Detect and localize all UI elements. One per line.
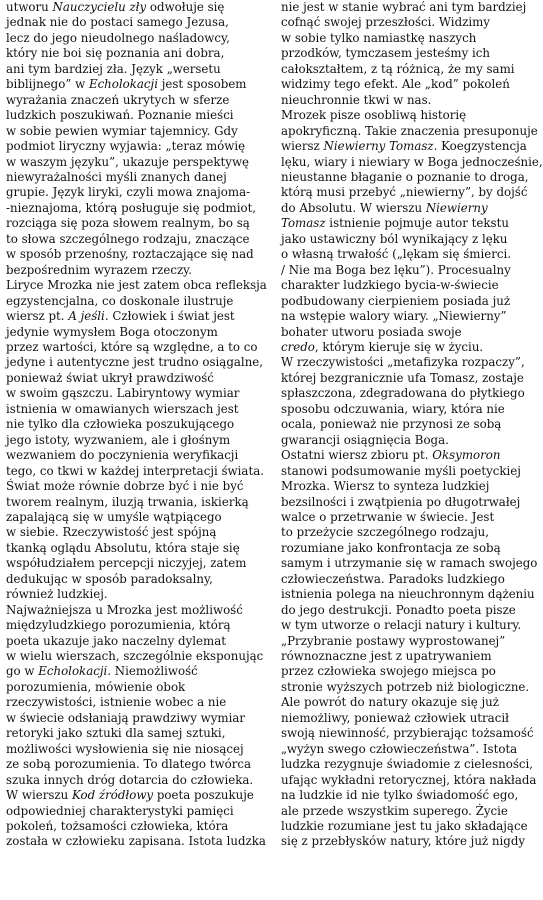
text-line: / Nie ma Boga bez lęku”). Procesualny [281,262,511,277]
text-line: W wierszu Kod źródłowy poeta poszukuje [6,788,254,803]
text-line: charakter ludzkiego bycia-w-świecie [281,278,499,293]
text-line: utworu Nauczycielu zły odwołuje się [6,0,225,14]
text-line: retoryki jako sztuki dla samej sztuki, [6,726,226,741]
text-line: stanowi podsumowanie myśli poetyckiej [281,463,521,478]
text-line: apokryficzną. Takie znaczenia presuponuje [281,123,538,138]
text-line: grupie. Język liryki, czyli mowa znajoma- [6,185,251,200]
text-line: w świecie odsłaniają prawdziwy wymiar [6,710,246,725]
text-line: odpowiedniej charakterystyki pamięci [6,803,234,818]
paragraph [6,603,268,788]
text-line: została w człowieku zapisana. Istota ludzka [6,834,266,849]
text-line: Najważniejsza u Mrozka jest możliwość [6,602,243,617]
text-line: sposobu odczuwania, wiary, która nie [281,401,505,416]
text-line: nie tylko dla człowieka poszukującego [6,417,235,432]
text-line: widzimy tego efekt. Ale „kod” pokoleń [281,77,510,92]
text-line: jedynie wymysłem Boga otoczonym [6,324,218,339]
text-line: ocala, ponieważ nie przynosi ze sobą [281,417,502,432]
text-line: to słowa szczególnego rodzaju, znaczące [6,231,250,246]
text-line: dedukując w sposób paradoksalny, [6,571,213,586]
paragraph [6,278,268,603]
text-line: na wstępie walory wiary. „Niewierny” [281,309,507,324]
text-line: przez wartości, które są względne, a to co [6,339,258,354]
text-line: o własną trwałość („lękam się śmierci. [281,247,511,262]
text-line: której bezgranicznie ufa Tomasz, zostaje [281,370,524,385]
italic-title: Oksymoron [432,448,501,463]
text-line: wezwaniem do poczynienia weryfikacji [6,448,239,463]
text-line: nie jest w stanie wybrać ani tym bardziej [281,0,527,14]
text-line: jednak nie do postaci samego Jezusa, [6,15,229,30]
text-line: tkanką oglądu Absolutu, która staje się [6,540,240,555]
text-line: Ostatni wiersz zbioru pt. Oksymoron [281,448,501,463]
text-line: rozumiane jako konfrontacja ze sobą [281,540,501,555]
text-line: przez człowieka swojego miejsca po [281,664,496,679]
text-line: niewyrażalności myśli znanych danej [6,169,227,184]
text-line: lecz do jego nieudolnego naśladowcy, [6,30,230,45]
text-line: w wielu wierszach, szczególnie eksponując [6,649,264,664]
paragraph [281,448,543,850]
text-line: Mrozek pisze osobliwą historię [281,108,467,123]
text-line: Liryce Mrozka nie jest zatem obca refleksja [6,278,267,293]
text-line: podbudowany cierpieniem posiada już [281,293,511,308]
text-line: spłaszczona, zdegradowana do płytkiego [281,386,525,401]
text-line: w siebie. Rzeczywistość jest spójną [6,525,217,540]
text-line: który nie boi się poznania ani dobra, [6,46,225,61]
text-line: bohater utworu posiada swoje [281,324,462,339]
italic-title: Nauczycielu zły [52,0,147,14]
text-line: Ale powrót do natury okazuje się już [281,695,499,710]
italic-title: Echolokacji [88,77,158,92]
italic-title: A jeśli [68,309,105,324]
text-line: tworem realnym, iluzją trwania, iskierką [6,494,249,509]
text-line: którą musi przebyć „niewierny”, by dojść [281,185,528,200]
text-line: zapalającą się w umyśle wątpiącego [6,509,222,524]
text-line: w sobie tylko namiastkę naszych [281,30,477,45]
text-line: możliwości wysłowienia się nie niosącej [6,741,244,756]
paragraph [281,0,543,108]
italic-title: credo [281,339,315,354]
text-line: na ludzkie id nie tylko świadomość ego, [281,788,519,803]
text-line: pokoleń, tożsamości człowieka, która [6,819,229,834]
paragraph [281,355,543,448]
text-line: swoją niewinność, przybierając tożsamość [281,726,534,741]
text-line: istnienia w omawianych wierszach jest [6,401,239,416]
text-line: współudziałem percepcji niczyjej, zatem [6,556,247,571]
text-line: w tym utworze o relacji natury i kultury. [281,618,522,633]
text-line: ludzkich poszukiwań. Poznanie mieści [6,108,234,123]
paragraph [281,108,543,355]
text-line: ludzka rezygnuje świadomie z cielesności, [281,757,534,772]
text-line: -nieznajoma, którą posługuje się podmiot, [6,200,257,215]
text-line: rzeczywistości, istnienie wobec a nie [6,695,227,710]
text-line: szuka innych dróg dotarcia do człowieka. [6,772,254,787]
text-line: również ludzkiej. [6,587,108,602]
text-line: wiersz pt. A jeśli. Człowiek i świat jest [6,309,235,324]
left-text-column [6,0,268,850]
text-line: go w Echolokacji. Niemożliwość [6,664,198,679]
italic-title: Niewierny [425,200,488,215]
text-line: samym i utrzymanie się w ramach swojego [281,556,538,571]
text-line: ani tym bardziej zła. Język „wersetu [6,61,221,76]
text-line: ze sobą porozumienia. To dlatego twórca [6,757,251,772]
text-line: credo, którym kieruje się w życiu. [281,339,484,354]
text-line: międzyludzkiego porozumienia, którą [6,618,231,633]
text-line: cofnąć swojej przeszłości. Widzimy [281,15,490,30]
right-text-column [281,0,543,850]
text-line: lęku, wiary i niewiary w Boga jednocześnie, [281,154,543,169]
text-line: W rzeczywistości „metafizyka rozpaczy”, [281,355,525,370]
text-line: rozciąga się poza słowem realnym, bo są [6,216,250,231]
text-line: ufając wykładni retorycznej, która nakłada [281,772,537,787]
text-line: biblijnego” w Echolokacji jest sposobem [6,77,247,92]
text-line: bezsilności i zwątpienia po długotrwałej [281,494,521,509]
text-line: ale przede wszystkim superego. Życie [281,803,508,818]
text-line: tego, co tkwi w każdej interpretacji świata. [6,463,264,478]
text-line: wyrażania znaczeń ukrytych w sferze [6,92,230,107]
italic-title: Kod źródłowy [71,788,154,803]
text-line: „wyżyn swego człowieczeństwa”. Istota [281,741,518,756]
text-line: podmiot liryczny wyjawia: „teraz mówię [6,139,246,154]
text-line: przodków, tymczasem jesteśmy ich [281,46,490,61]
text-line: się z przebłysków natury, które już nigdy [281,834,526,849]
text-line: gwarancji osiągnięcia Boga. [281,432,449,447]
text-line: w sobie pewien wymiar tajemnicy. Gdy [6,123,238,138]
paragraph [6,0,268,278]
text-line: w sposób przenośny, roztaczające się nad [6,247,254,262]
text-line: do Absolutu. W wierszu Niewierny [281,200,488,215]
italic-title: Tomasz [281,216,326,231]
text-line: egzystencjalna, co doskonale ilustruje [6,293,234,308]
text-line: ludzkie rozumiane jest tu jako składające [281,819,528,834]
text-line: stronie wyższych potrzeb niż biologiczne. [281,679,530,694]
text-line: w waszym języku”, ukazuje perspektywę [6,154,250,169]
text-line: „Przybranie postawy wyprostowanej” [281,633,506,648]
text-line: poeta ukazuje jako naczelny dylemat [6,633,226,648]
text-line: istnienia polega na nieuchronnym dążeniu [281,587,535,602]
text-line: walce o przetrwanie w świecie. Jest [281,509,495,524]
text-line: nieuchronnie tkwi w nas. [281,92,432,107]
text-line: wiersz Niewierny Tomasz. Koegzystencja [281,139,527,154]
text-line: całokształtem, z tą różnicą, że my sami [281,61,515,76]
italic-title: Niewierny Tomasz [323,139,434,154]
paragraph [6,788,268,850]
text-line: jego istoty, wyzwaniem, ale i głośnym [6,432,231,447]
text-line: w swoim gąszczu. Labiryntowy wymiar [6,386,240,401]
text-line: Świat może równie dobrze być i nie być [6,479,244,494]
text-line: jako ustawiczny ból wynikający z lęku [281,231,508,246]
text-line: do jego destrukcji. Ponadto poeta pisze [281,602,516,617]
text-line: nieustanne błaganie o poznanie to droga, [281,169,529,184]
text-line: to przeżycie szczególnego rodzaju, [281,525,490,540]
text-line: niemożliwy, ponieważ człowiek utracił [281,710,509,725]
text-line: porozumienia, mówienie obok [6,679,186,694]
text-line: bezpośrednim wyrazem rzeczy. [6,262,193,277]
text-line: jedyne i autentyczne jest trudno osiągalne, [6,355,264,370]
text-line: Mrozka. Wiersz to synteza ludzkiej [281,479,490,494]
italic-title: Echolokacji [38,664,108,679]
text-line: człowieczeństwa. Paradoks ludzkiego [281,571,505,586]
text-line: Tomasz istnienie pojmuje autor tekstu [281,216,509,231]
text-line: ponieważ świat ukrył prawdziwość [6,370,214,385]
text-line: równoznaczne jest z upatrywaniem [281,649,492,664]
